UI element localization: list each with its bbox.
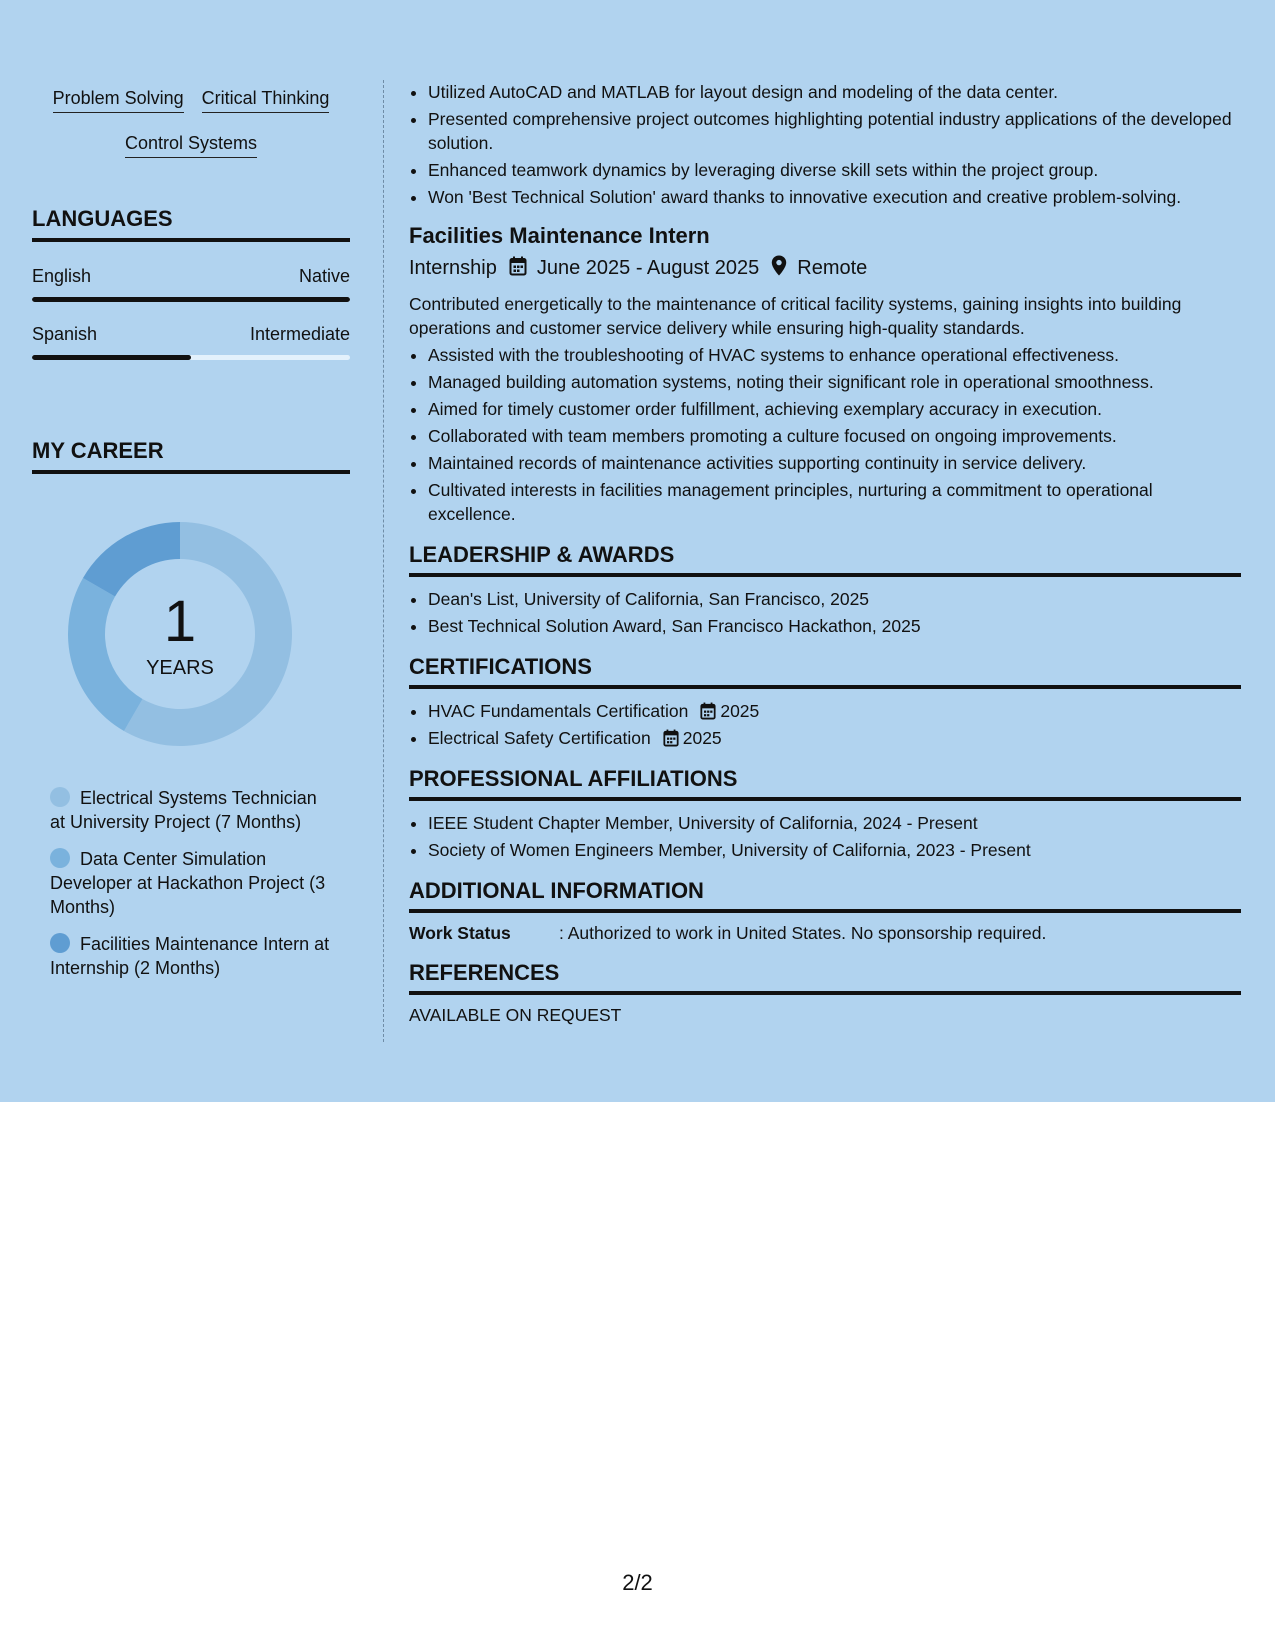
references-section xyxy=(409,960,1241,1026)
additional-info-heading: ADDITIONAL INFORMATION xyxy=(409,878,1241,913)
legend-dot xyxy=(50,933,70,953)
legend-dot xyxy=(50,848,70,868)
affiliations-section xyxy=(409,766,1241,862)
list-item: • Aimed for timely customer order fulfillment, achieving exemplary accuracy in execution. xyxy=(428,397,1241,421)
donut-center xyxy=(60,514,300,754)
career-total-unit: YEARS xyxy=(146,656,214,679)
list-item: • Cultivated interests in facilities management principles, nurturing a commitment to operational excellence. xyxy=(428,478,1241,526)
info-key: Work Status xyxy=(409,923,511,943)
list-item: • Managed building automation systems, noting their significant role in operational smoothness. xyxy=(428,370,1241,394)
project-bullets xyxy=(409,80,1241,209)
calendar-icon xyxy=(509,256,527,282)
left-column xyxy=(32,80,350,993)
leadership-list xyxy=(409,587,1241,638)
language-row xyxy=(32,266,350,287)
legend-dot xyxy=(50,787,70,807)
cert-name: • HVAC Fundamentals Certification xyxy=(428,701,689,721)
info-row xyxy=(409,923,1241,944)
cert-name: • Electrical Safety Certification xyxy=(428,728,651,748)
language-row xyxy=(32,324,350,345)
list-item: • Enhanced teamwork dynamics by leveraging diverse skill sets within the project group. xyxy=(428,158,1241,182)
list-item: • Assisted with the troubleshooting of HVAC systems to enhance operational effectiveness. xyxy=(428,343,1241,367)
languages-heading: LANGUAGES xyxy=(32,206,350,242)
job-dates: June 2025 - August 2025 xyxy=(536,257,760,279)
additional-info-section xyxy=(409,878,1241,944)
legend-item xyxy=(50,932,330,980)
references-heading: REFERENCES xyxy=(409,960,1241,995)
job-type: Internship xyxy=(409,257,497,279)
location-pin-icon xyxy=(771,255,787,282)
job-bullets xyxy=(409,343,1241,526)
list-item xyxy=(428,726,1241,750)
list-item: • Dean's List, University of California, San Francisco, 2025 xyxy=(428,587,1241,611)
info-value: : Authorized to work in United States. No sponsorship required. xyxy=(559,923,1047,943)
job-meta xyxy=(409,255,1241,282)
calendar-icon xyxy=(700,702,716,720)
career-heading: MY CAREER xyxy=(32,438,350,474)
cert-item xyxy=(428,699,1241,723)
career-donut-chart xyxy=(60,514,300,754)
list-item: • Utilized AutoCAD and MATLAB for layout design and modeling of the data center. xyxy=(428,80,1241,104)
certifications-heading: CERTIFICATIONS xyxy=(409,654,1241,689)
legend-item xyxy=(50,786,330,834)
language-name: English xyxy=(32,266,92,286)
language-level: Native xyxy=(298,266,350,286)
career-legend xyxy=(32,786,350,980)
list-item: • Collaborated with team members promoting a culture focused on ongoing improvements. xyxy=(428,424,1241,448)
language-level: Intermediate xyxy=(249,324,350,344)
legend-label: Electrical Systems Technician at University Project (7 Months) xyxy=(50,788,317,832)
career-total-number: 1 xyxy=(163,588,197,654)
language-proficiency-fill xyxy=(32,297,350,302)
references-text: AVAILABLE ON REQUEST xyxy=(409,1005,622,1025)
calendar-icon xyxy=(663,729,679,747)
job-title: Facilities Maintenance Intern xyxy=(409,223,710,248)
job-description: Contributed energetically to the maintenance of critical facility systems, gaining insights into building operations and customer service delivery while ensuring high-quality standards. xyxy=(409,294,1182,338)
affiliations-list xyxy=(409,811,1241,862)
certifications-section xyxy=(409,654,1241,750)
list-item: • Society of Women Engineers Member, University of California, 2023 - Present xyxy=(428,838,1241,862)
cert-year: 2025 xyxy=(682,728,722,748)
skill-tag: Control Systems xyxy=(125,133,257,158)
list-item: • IEEE Student Chapter Member, University of California, 2024 - Present xyxy=(428,811,1241,835)
certifications-list xyxy=(409,699,1241,750)
list-item: • Best Technical Solution Award, San Francisco Hackathon, 2025 xyxy=(428,614,1241,638)
job-location: Remote xyxy=(797,257,868,279)
legend-label: Facilities Maintenance Intern at Internship (2 Months) xyxy=(50,934,330,978)
skill-tag: Critical Thinking xyxy=(202,88,330,113)
cert-item xyxy=(428,726,1241,750)
job-entry xyxy=(409,223,1241,526)
list-item: • Presented comprehensive project outcomes highlighting potential industry applications of the developed solution. xyxy=(428,107,1241,155)
career-section xyxy=(32,438,350,980)
leadership-section xyxy=(409,542,1241,638)
leadership-heading: LEADERSHIP & AWARDS xyxy=(409,542,1241,577)
language-proficiency-fill xyxy=(32,355,191,360)
skills-list xyxy=(32,80,350,158)
skill-tag: Problem Solving xyxy=(53,88,184,113)
language-name: Spanish xyxy=(32,324,98,344)
column-divider xyxy=(383,80,384,1042)
page-number: 2/2 xyxy=(622,1570,653,1595)
affiliations-heading: PROFESSIONAL AFFILIATIONS xyxy=(409,766,1241,801)
right-column xyxy=(409,80,1241,1026)
list-item xyxy=(428,699,1241,723)
legend-label: Data Center Simulation Developer at Hackathon Project (3 Months) xyxy=(50,849,326,917)
language-proficiency-bar xyxy=(32,355,350,360)
cert-year: 2025 xyxy=(720,701,760,721)
languages-section xyxy=(32,206,350,360)
list-item: • Won 'Best Technical Solution' award thanks to innovative execution and creative problem-solving. xyxy=(428,185,1241,209)
legend-item xyxy=(50,847,330,919)
list-item: • Maintained records of maintenance activities supporting continuity in service delivery. xyxy=(428,451,1241,475)
language-proficiency-bar xyxy=(32,297,350,302)
